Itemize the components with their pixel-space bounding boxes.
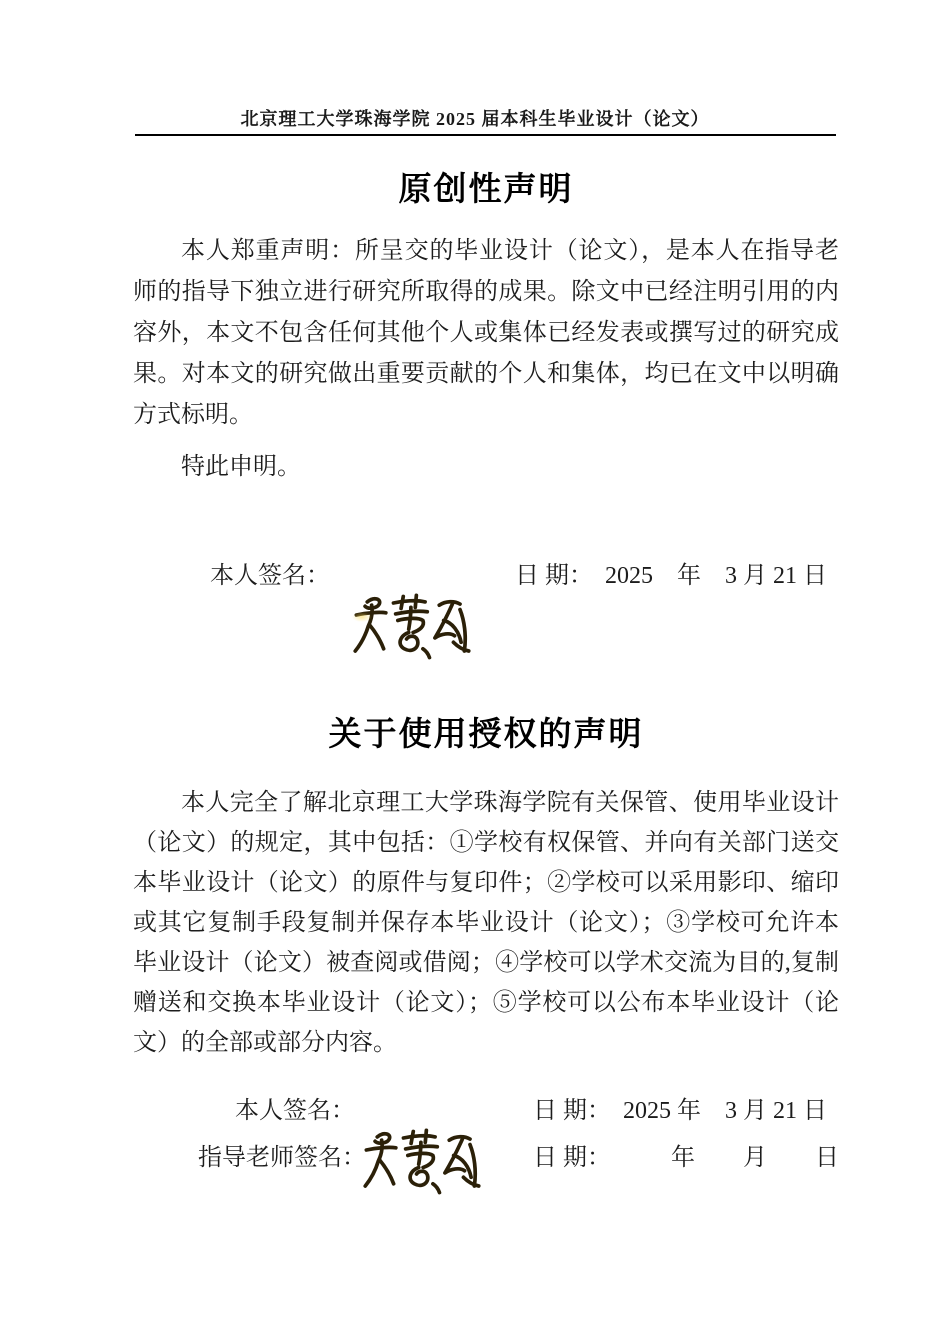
section1-body: 本人郑重声明：所呈交的毕业设计（论文），是本人在指导老师的指导下独立进行研究所取得的成果。除文中已经注明引用的内容外，本文不包含任何其他个人或集体已经发表或撰写过的研究成果。对本文的研究做出重要贡献的个人和集体，均已在文中以明确方式标明。 xyxy=(133,238,839,428)
signature-label: 本人签名： xyxy=(235,1098,355,1124)
date-text: 日 期： 年 月 日 xyxy=(533,1145,839,1171)
header-title: 北京理工大学珠海学院 2025 届本科生毕业设计（论文） xyxy=(240,109,710,129)
section2-title: 关于使用授权的声明 xyxy=(328,715,644,752)
header-rule xyxy=(135,134,836,136)
date-text: 日 期： 2025 年 3 月 21 日 xyxy=(515,563,827,589)
ink-smudge xyxy=(352,612,372,622)
signature-label: 本人签名： xyxy=(210,563,330,589)
signature-row-author-1 xyxy=(0,555,950,599)
handwritten-signature xyxy=(362,1074,482,1142)
date-text: 日 期： 2025 年 3 月 21 日 xyxy=(533,1098,827,1124)
section1-title: 原创性声明 xyxy=(398,170,574,207)
signature-row-author-2 xyxy=(0,1090,950,1134)
section2-body: 本人完全了解北京理工大学珠海学院有关保管、使用毕业设计（论文）的规定，其中包括：①学校有权保管、并向有关部门送交本毕业设计（论文）的原件与复印件；②学校可以采用影印、缩印或其它复制手段复制并保存本毕业设计（论文）；③学校可允许本毕业设计（论文）被查阅或借阅；④学校可以学术交流为目的,复制赠送和交换本毕业设计（论文）；⑤学校可以公布本毕业设计（论文）的全部或部分内容。 xyxy=(133,790,839,1056)
signature-row-advisor xyxy=(0,1137,950,1181)
section1-closing: 特此申明。 xyxy=(181,454,301,480)
handwritten-signature xyxy=(352,539,472,607)
advisor-signature-label: 指导老师签名： xyxy=(198,1145,366,1171)
